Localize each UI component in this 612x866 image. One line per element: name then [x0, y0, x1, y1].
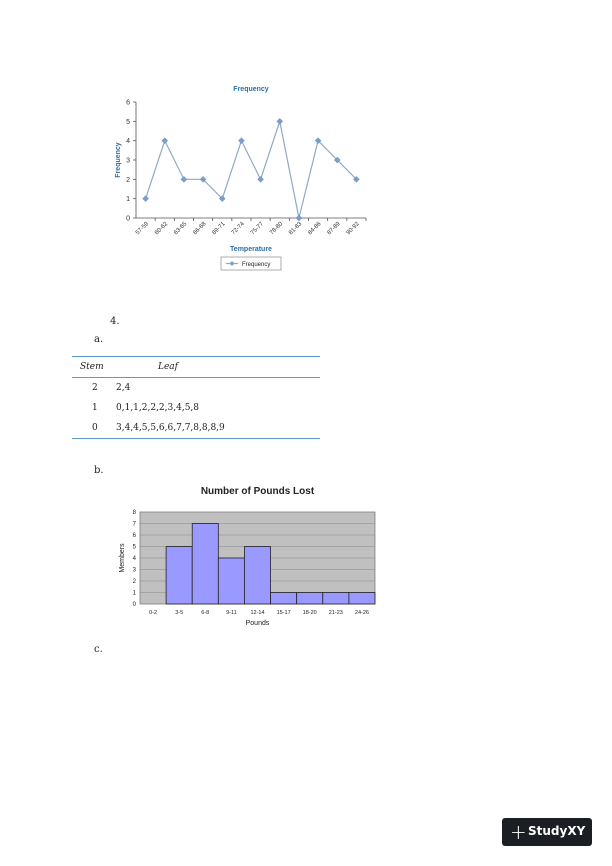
leaf-header: Leaf	[158, 362, 178, 372]
data-point	[162, 138, 168, 144]
y-tick-label: 2	[126, 176, 130, 184]
x-tick-label: 3-5	[175, 610, 184, 616]
series-line	[146, 121, 357, 218]
y-tick-label: 1	[126, 196, 130, 204]
x-tick-label: 60-62	[154, 221, 170, 237]
legend-label: Frequency	[242, 262, 271, 268]
table-bottom-rule	[72, 438, 320, 439]
table-row	[72, 398, 320, 418]
y-tick-label: 1	[132, 590, 136, 597]
stem-leaf-table	[72, 356, 320, 439]
x-tick-label: 18-20	[302, 610, 317, 616]
x-tick-label: 9-11	[226, 610, 237, 616]
x-tick-label: 15-17	[276, 610, 291, 616]
y-tick-label: 6	[126, 99, 130, 107]
y-tick-label: 2	[132, 579, 136, 585]
data-point	[238, 138, 244, 144]
histogram-bar	[297, 593, 323, 605]
y-axis-label: Members	[119, 543, 126, 573]
histogram-bar	[166, 547, 192, 605]
x-tick-label: 57-59	[134, 221, 150, 237]
y-tick-label: 0	[126, 215, 130, 223]
x-tick-label: 6-8	[201, 610, 210, 616]
logo-text: StudyXY	[528, 824, 586, 838]
data-point	[296, 215, 302, 221]
data-point	[258, 176, 264, 182]
x-tick-label: 81-83	[288, 221, 304, 237]
x-tick-label: 21-23	[328, 610, 343, 616]
x-tick-label: 84-86	[307, 221, 323, 237]
data-point	[143, 196, 149, 202]
x-tick-label: 90-92	[345, 221, 361, 237]
y-tick-label: 5	[132, 544, 136, 551]
y-tick-label: 4	[132, 556, 136, 562]
y-tick-label: 0	[132, 602, 136, 608]
chart-title: Number of Pounds Lost	[200, 486, 315, 497]
leaf-cell: 0,1,1,2,2,2,3,4,5,8	[116, 403, 200, 413]
x-tick-label: 66-68	[192, 221, 208, 237]
y-tick-label: 7	[132, 521, 136, 528]
histogram-bar	[323, 593, 349, 605]
chart-title: Frequency	[233, 86, 269, 93]
pounds-lost-histogram	[112, 480, 382, 630]
x-tick-label: 78-80	[269, 221, 285, 237]
y-tick-label: 3	[132, 567, 136, 574]
y-tick-label: 5	[126, 118, 130, 126]
data-point	[181, 176, 187, 182]
x-tick-label: 0-2	[149, 610, 158, 616]
question-number: 4.	[110, 316, 120, 327]
plus-icon: +	[510, 820, 527, 844]
part-a-label: a.	[94, 334, 104, 345]
x-axis-label: Pounds	[245, 620, 270, 627]
histogram-bar	[218, 558, 244, 604]
x-tick-label: 69-71	[211, 221, 227, 237]
x-tick-label: 72-74	[230, 221, 246, 237]
stem-cell: 0	[92, 423, 98, 433]
histogram-bar	[192, 524, 218, 605]
part-b-label: b.	[94, 465, 104, 476]
stem-cell: 1	[92, 403, 98, 413]
studyxy-logo	[502, 818, 592, 846]
y-tick-label: 8	[132, 510, 136, 516]
y-tick-label: 4	[126, 138, 130, 146]
table-row	[72, 378, 320, 398]
stem-header: Stem	[80, 362, 104, 372]
y-axis-label: Frequency	[115, 142, 122, 178]
x-tick-label: 63-65	[173, 221, 189, 237]
x-tick-label: 87-89	[326, 221, 342, 237]
y-tick-label: 6	[132, 533, 136, 539]
table-header	[72, 357, 320, 377]
x-tick-label: 75-77	[249, 221, 265, 237]
y-tick-label: 3	[126, 157, 130, 165]
leaf-cell: 3,4,4,5,5,6,6,7,7,8,8,8,9	[116, 423, 225, 433]
x-axis-label: Temperature	[230, 246, 272, 253]
table-row	[72, 418, 320, 438]
part-c-label: c.	[94, 644, 103, 655]
data-point	[277, 118, 283, 124]
histogram-bar	[244, 547, 270, 605]
x-tick-label: 12-14	[250, 610, 265, 616]
histogram-bar	[271, 593, 297, 605]
x-tick-label: 24-26	[354, 610, 369, 616]
stem-cell: 2	[92, 383, 98, 393]
leaf-cell: 2,4	[116, 383, 131, 393]
histogram-bar	[349, 593, 375, 605]
frequency-line-chart	[108, 80, 388, 280]
